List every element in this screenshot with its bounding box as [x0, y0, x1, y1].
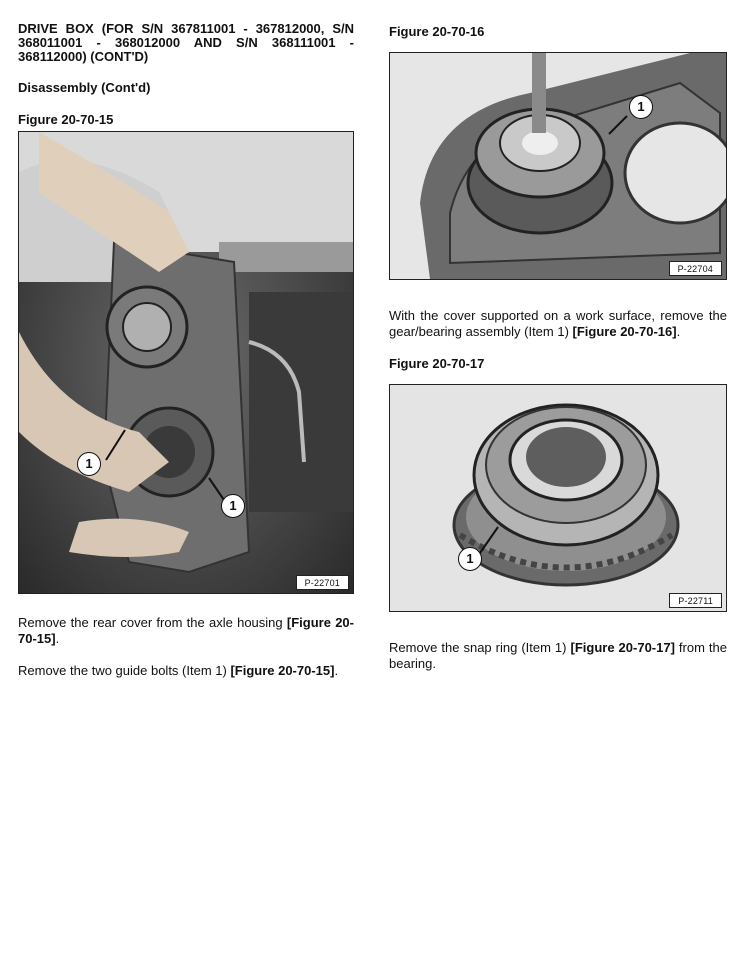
instruction-1: Remove the rear cover from the axle housing [Figure 20-70-15].	[18, 615, 354, 646]
figure-17-photo-id: P-22711	[669, 593, 722, 608]
figure-ref[interactable]: [Figure 20-70-15]	[230, 663, 335, 678]
instruction-4: Remove the snap ring (Item 1) [Figure 20-70-17] from the bearing.	[389, 640, 727, 671]
instruction-3: With the cover supported on a work surface, remove the gear/bearing assembly (Item 1) [Figure 20-70-16].	[389, 308, 727, 339]
figure-ref[interactable]: [Figure 20-70-15]	[18, 615, 354, 646]
figure-17-label: Figure 20-70-17	[389, 356, 485, 371]
figure-16-photo	[389, 52, 727, 280]
figure-17-callout-1: 1	[458, 547, 482, 571]
figure-15-label: Figure 20-70-15	[18, 112, 114, 127]
figure-15-photo-id: P-22701	[296, 575, 349, 590]
figure-17-photo	[389, 384, 727, 612]
figure-ref[interactable]: [Figure 20-70-17]	[570, 640, 675, 655]
figure-16-label: Figure 20-70-16	[389, 24, 485, 39]
figure-ref[interactable]: [Figure 20-70-16]	[572, 324, 677, 339]
instruction-2: Remove the two guide bolts (Item 1) [Figure 20-70-15].	[18, 663, 339, 678]
section-heading: DRIVE BOX (FOR S/N 367811001 - 367812000, S/N 368011001 - 368012000 AND S/N 368111001 - 368112000) (CONT'D)	[18, 21, 354, 64]
figure-15-photo	[18, 131, 354, 594]
figure-15-callout-1b: 1	[221, 494, 245, 518]
figure-15-callout-1a: 1	[77, 452, 101, 476]
section-subtitle: Disassembly (Cont'd)	[18, 80, 151, 95]
figure-16-callout-1: 1	[629, 95, 653, 119]
figure-16-photo-id: P-22704	[669, 261, 722, 276]
